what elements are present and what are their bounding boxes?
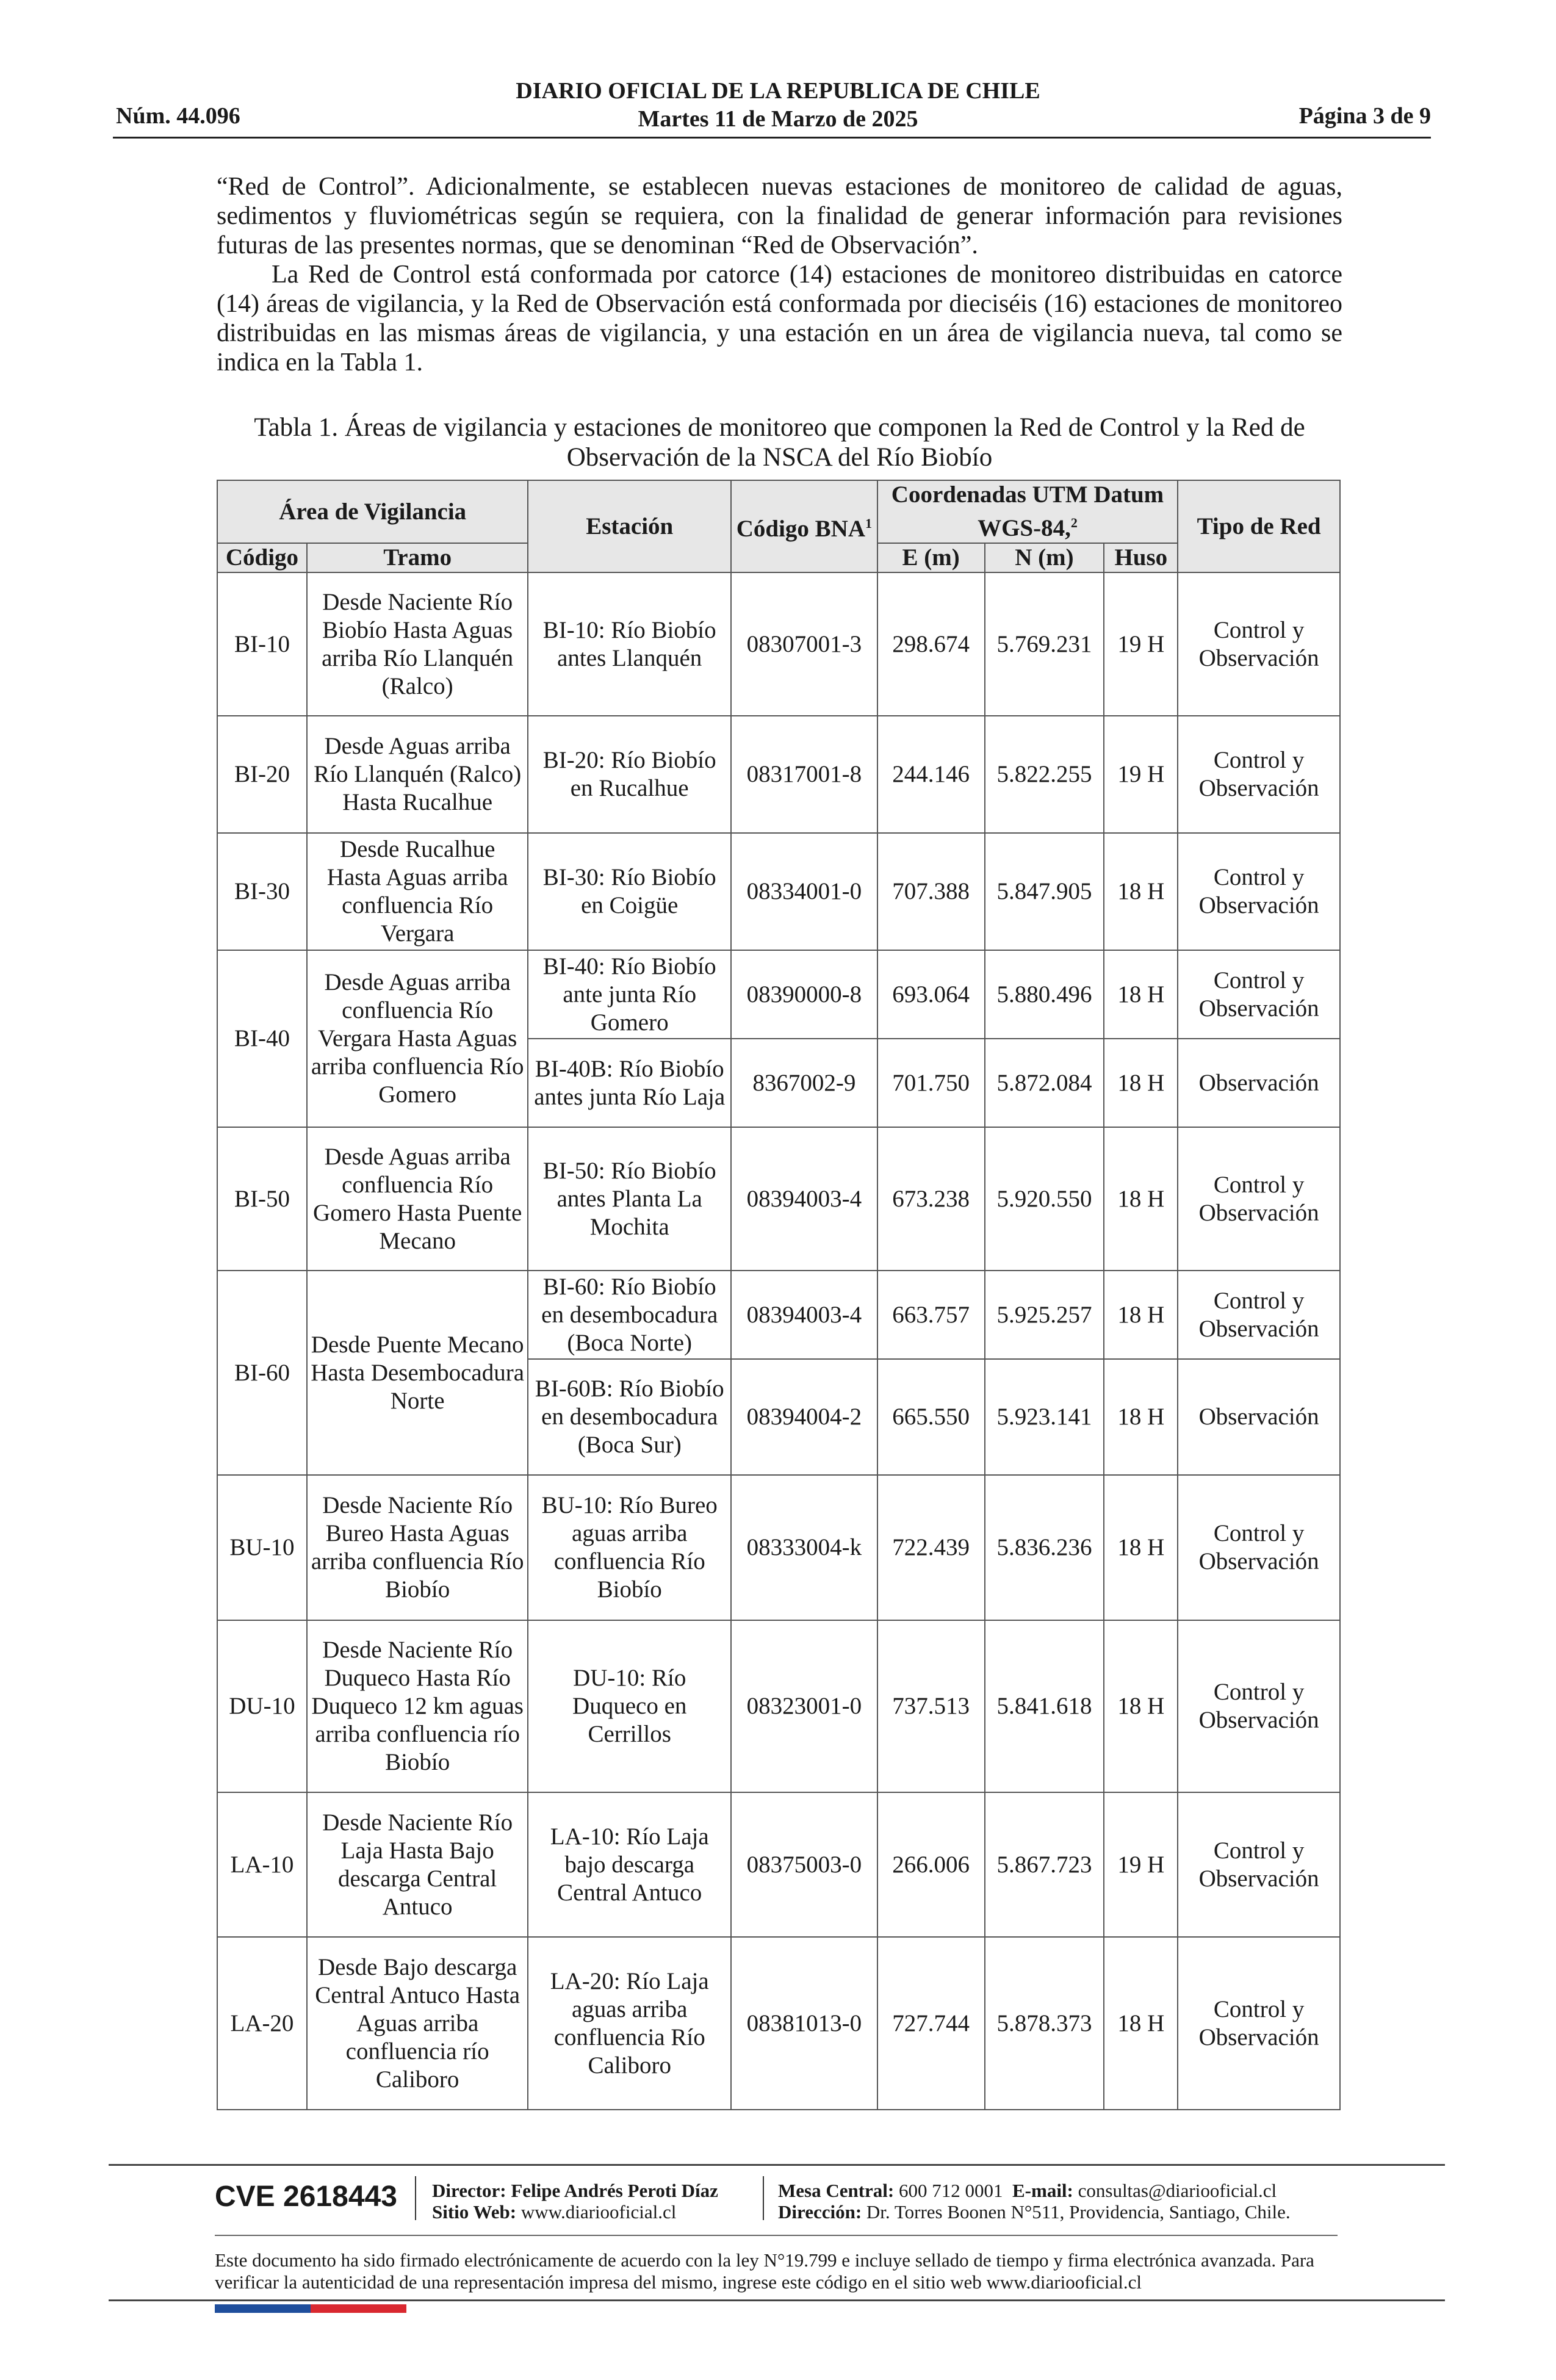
cell-northing: 5.822.255 — [985, 716, 1104, 833]
cell-station: BI-40: Río Biobío ante junta Río Gomero — [528, 950, 731, 1039]
cell-station: BI-20: Río Biobío en Rucalhue — [528, 716, 731, 833]
cell-station: BI-60: Río Biobío en desembocadura (Boca Norte) — [528, 1271, 731, 1359]
cell-easting: 693.064 — [877, 950, 985, 1039]
cell-station: BU-10: Río Bureo aguas arriba confluencia Río Biobío — [528, 1475, 731, 1620]
cell-easting: 701.750 — [877, 1039, 985, 1127]
header-huso: Huso — [1104, 543, 1178, 572]
table-row — [217, 1475, 1340, 1620]
cell-tramo: Desde Naciente Río Bureo Hasta Aguas arriba confluencia Río Biobío — [307, 1475, 528, 1620]
cell-bna-code: 08334001-0 — [731, 833, 877, 950]
cell-station: BI-60B: Río Biobío en desembocadura (Boca Sur) — [528, 1359, 731, 1475]
footer-divider — [109, 2164, 1445, 2166]
table-row — [217, 1127, 1340, 1271]
table-row — [217, 1792, 1340, 1937]
cell-northing: 5.769.231 — [985, 572, 1104, 716]
table-caption: Tabla 1. Áreas de vigilancia y estaciones de monitoreo que componen la Red de Control y la Red de Observación de la NSCA del Río Biobío — [254, 413, 1305, 472]
table-row — [217, 1271, 1340, 1359]
cell-zone: 18 H — [1104, 1475, 1178, 1620]
cell-area-code: BI-40 — [217, 950, 307, 1127]
table-row — [217, 1937, 1340, 2110]
cell-tramo: Desde Puente Mecano Hasta Desembocadura Norte — [307, 1271, 528, 1475]
cve-code: CVE 2618443 — [215, 2180, 397, 2213]
cell-zone: 19 H — [1104, 716, 1178, 833]
paragraph: “Red de Control”. Adicionalmente, se establecen nuevas estaciones de monitoreo de calidad de aguas, sedimentos y fluviométricas según se requiera, con la finalidad de generar información para revisiones futuras de las presentes normas, que se denominan “Red de Observación”. — [217, 173, 1342, 259]
cell-network-type: Observación — [1178, 1359, 1340, 1475]
cell-northing: 5.867.723 — [985, 1792, 1104, 1937]
paragraph: La Red de Control está conformada por catorce (14) estaciones de monitoreo distribuidas en catorce (14) áreas de vigilancia, y la Red de Observación está conformada por dieciséis (16) estaciones de monitoreo distribuidas en las mismas áreas de vigilancia, y una estación en un área de vigilancia nueva, tal como se indica en la Tabla 1. — [217, 261, 1342, 377]
cell-bna-code: 08390000-8 — [731, 950, 877, 1039]
header-codigo: Código — [217, 543, 307, 572]
cell-zone: 18 H — [1104, 1271, 1178, 1359]
cell-station: BI-40B: Río Biobío antes junta Río Laja — [528, 1039, 731, 1127]
cell-area-code: DU-10 — [217, 1620, 307, 1792]
table-row — [217, 716, 1340, 833]
header-estacion: Estación — [528, 480, 731, 572]
cell-station: LA-20: Río Laja aguas arriba confluencia Río Caliboro — [528, 1937, 731, 2110]
cell-northing: 5.923.141 — [985, 1359, 1104, 1475]
cell-network-type: Control y Observación — [1178, 1792, 1340, 1937]
cell-station: BI-10: Río Biobío antes Llanquén — [528, 572, 731, 716]
cell-bna-code: 08394003-4 — [731, 1127, 877, 1271]
cell-station: LA-10: Río Laja bajo descarga Central Antuco — [528, 1792, 731, 1937]
footer-divider — [215, 2235, 1338, 2236]
header-divider — [113, 137, 1431, 139]
cell-area-code: BI-60 — [217, 1271, 307, 1475]
publication-name: DIARIO OFICIAL DE LA REPUBLICA DE CHILE — [516, 78, 1040, 104]
cell-easting: 727.744 — [877, 1937, 985, 2110]
cell-northing: 5.920.550 — [985, 1127, 1104, 1271]
footer-contact: Mesa Central: 600 712 0001 E-mail: consultas@diariooficial.cl Dirección: Dr. Torres Boonen N°511, Providencia, Santiago, Chile. — [778, 2180, 1291, 2223]
cell-bna-code: 08375003-0 — [731, 1792, 877, 1937]
header-codigo-bna: Código BNA$^1$ — [731, 480, 877, 572]
cell-area-code: BI-20 — [217, 716, 307, 833]
cell-tramo: Desde Bajo descarga Central Antuco Hasta Aguas arriba confluencia río Caliboro — [307, 1937, 528, 2110]
page-number: Página 3 de 9 — [1298, 103, 1431, 129]
cell-network-type: Observación — [1178, 1039, 1340, 1127]
cell-bna-code: 08394004-2 — [731, 1359, 877, 1475]
cell-zone: 18 H — [1104, 1039, 1178, 1127]
footer-separator — [415, 2176, 416, 2220]
cell-tramo: Desde Naciente Río Duqueco Hasta Río Duqueco 12 km aguas arriba confluencia río Biobío — [307, 1620, 528, 1792]
cell-easting: 244.146 — [877, 716, 985, 833]
header-tipo-red: Tipo de Red — [1178, 480, 1340, 572]
cell-tramo: Desde Rucalhue Hasta Aguas arriba confluencia Río Vergara — [307, 833, 528, 950]
footer-divider — [109, 2299, 1445, 2301]
cell-zone: 18 H — [1104, 833, 1178, 950]
cell-zone: 19 H — [1104, 1792, 1178, 1937]
publication-date: Martes 11 de Marzo de 2025 — [638, 106, 918, 132]
cell-northing: 5.841.618 — [985, 1620, 1104, 1792]
cell-bna-code: 08333004-k — [731, 1475, 877, 1620]
cell-zone: 18 H — [1104, 1620, 1178, 1792]
cell-easting: 665.550 — [877, 1359, 985, 1475]
cell-northing: 5.847.905 — [985, 833, 1104, 950]
cell-zone: 18 H — [1104, 1359, 1178, 1475]
cell-station: BI-50: Río Biobío antes Planta La Mochita — [528, 1127, 731, 1271]
cell-tramo: Desde Aguas arriba confluencia Río Vergara Hasta Aguas arriba confluencia Río Gomero — [307, 950, 528, 1127]
footnote-marker: 1 — [865, 516, 873, 531]
header-tramo: Tramo — [307, 543, 528, 572]
cell-easting: 266.006 — [877, 1792, 985, 1937]
cell-network-type: Control y Observación — [1178, 716, 1340, 833]
cell-easting: 663.757 — [877, 1271, 985, 1359]
cell-easting: 707.388 — [877, 833, 985, 950]
cell-network-type: Control y Observación — [1178, 572, 1340, 716]
cell-zone: 18 H — [1104, 1937, 1178, 2110]
cell-area-code: BI-30 — [217, 833, 307, 950]
cell-network-type: Control y Observación — [1178, 1620, 1340, 1792]
header-area: Área de Vigilancia — [217, 480, 528, 543]
cell-bna-code: 08323001-0 — [731, 1620, 877, 1792]
cell-area-code: BI-50 — [217, 1127, 307, 1271]
cell-area-code: BI-10 — [217, 572, 307, 716]
header-coordinates: Coordenadas UTM Datum WGS-84,$^2$ — [877, 480, 1178, 543]
stations-table — [217, 480, 1341, 2110]
issue-number: Núm. 44.096 — [116, 103, 240, 129]
table-body — [217, 572, 1340, 2110]
cell-zone: 18 H — [1104, 1127, 1178, 1271]
cell-tramo: Desde Aguas arriba Río Llanquén (Ralco) Hasta Rucalhue — [307, 716, 528, 833]
cell-area-code: BU-10 — [217, 1475, 307, 1620]
cell-bna-code: 08381013-0 — [731, 1937, 877, 2110]
cell-easting: 722.439 — [877, 1475, 985, 1620]
cell-easting: 737.513 — [877, 1620, 985, 1792]
table-row — [217, 1620, 1340, 1792]
cell-bna-code: 8367002-9 — [731, 1039, 877, 1127]
flag-bar-red — [311, 2304, 406, 2313]
header-n: N (m) — [985, 543, 1104, 572]
body-text — [217, 172, 1342, 377]
cell-zone: 18 H — [1104, 950, 1178, 1039]
cell-northing: 5.925.257 — [985, 1271, 1104, 1359]
footnote-marker: 2 — [1070, 515, 1078, 530]
cell-northing: 5.836.236 — [985, 1475, 1104, 1620]
cell-area-code: LA-20 — [217, 1937, 307, 2110]
cell-bna-code: 08317001-8 — [731, 716, 877, 833]
cell-tramo: Desde Naciente Río Biobío Hasta Aguas arriba Río Llanquén (Ralco) — [307, 572, 528, 716]
cell-bna-code: 08307001-3 — [731, 572, 877, 716]
cell-easting: 673.238 — [877, 1127, 985, 1271]
legal-notice: Este documento ha sido firmado electrónicamente de acuerdo con la ley N°19.799 e incluye sellado de tiempo y firma electrónica avanzada. Para verificar la autenticidad de una representación impresa del mismo, ingrese este código en el sitio web www.diariooficial.cl — [215, 2249, 1314, 2293]
cell-network-type: Control y Observación — [1178, 1271, 1340, 1359]
table-row — [217, 833, 1340, 950]
cell-easting: 298.674 — [877, 572, 985, 716]
cell-area-code: LA-10 — [217, 1792, 307, 1937]
footer-director: Director: Felipe Andrés Peroti Díaz Sitio Web: www.diariooficial.cl — [432, 2180, 718, 2223]
cell-network-type: Control y Observación — [1178, 833, 1340, 950]
cell-bna-code: 08394003-4 — [731, 1271, 877, 1359]
cell-network-type: Control y Observación — [1178, 1475, 1340, 1620]
cell-northing: 5.872.084 — [985, 1039, 1104, 1127]
flag-bar-blue — [215, 2304, 311, 2313]
header-e: E (m) — [877, 543, 985, 572]
cell-tramo: Desde Naciente Río Laja Hasta Bajo descarga Central Antuco — [307, 1792, 528, 1937]
cell-northing: 5.878.373 — [985, 1937, 1104, 2110]
cell-network-type: Control y Observación — [1178, 950, 1340, 1039]
footer-separator — [763, 2176, 764, 2220]
cell-station: DU-10: Río Duqueco en Cerrillos — [528, 1620, 731, 1792]
cell-station: BI-30: Río Biobío en Coigüe — [528, 833, 731, 950]
cell-network-type: Control y Observación — [1178, 1127, 1340, 1271]
cell-tramo: Desde Aguas arriba confluencia Río Gomero Hasta Puente Mecano — [307, 1127, 528, 1271]
cell-northing: 5.880.496 — [985, 950, 1104, 1039]
cell-network-type: Control y Observación — [1178, 1937, 1340, 2110]
table-row — [217, 572, 1340, 716]
table-row — [217, 950, 1340, 1039]
cell-zone: 19 H — [1104, 572, 1178, 716]
